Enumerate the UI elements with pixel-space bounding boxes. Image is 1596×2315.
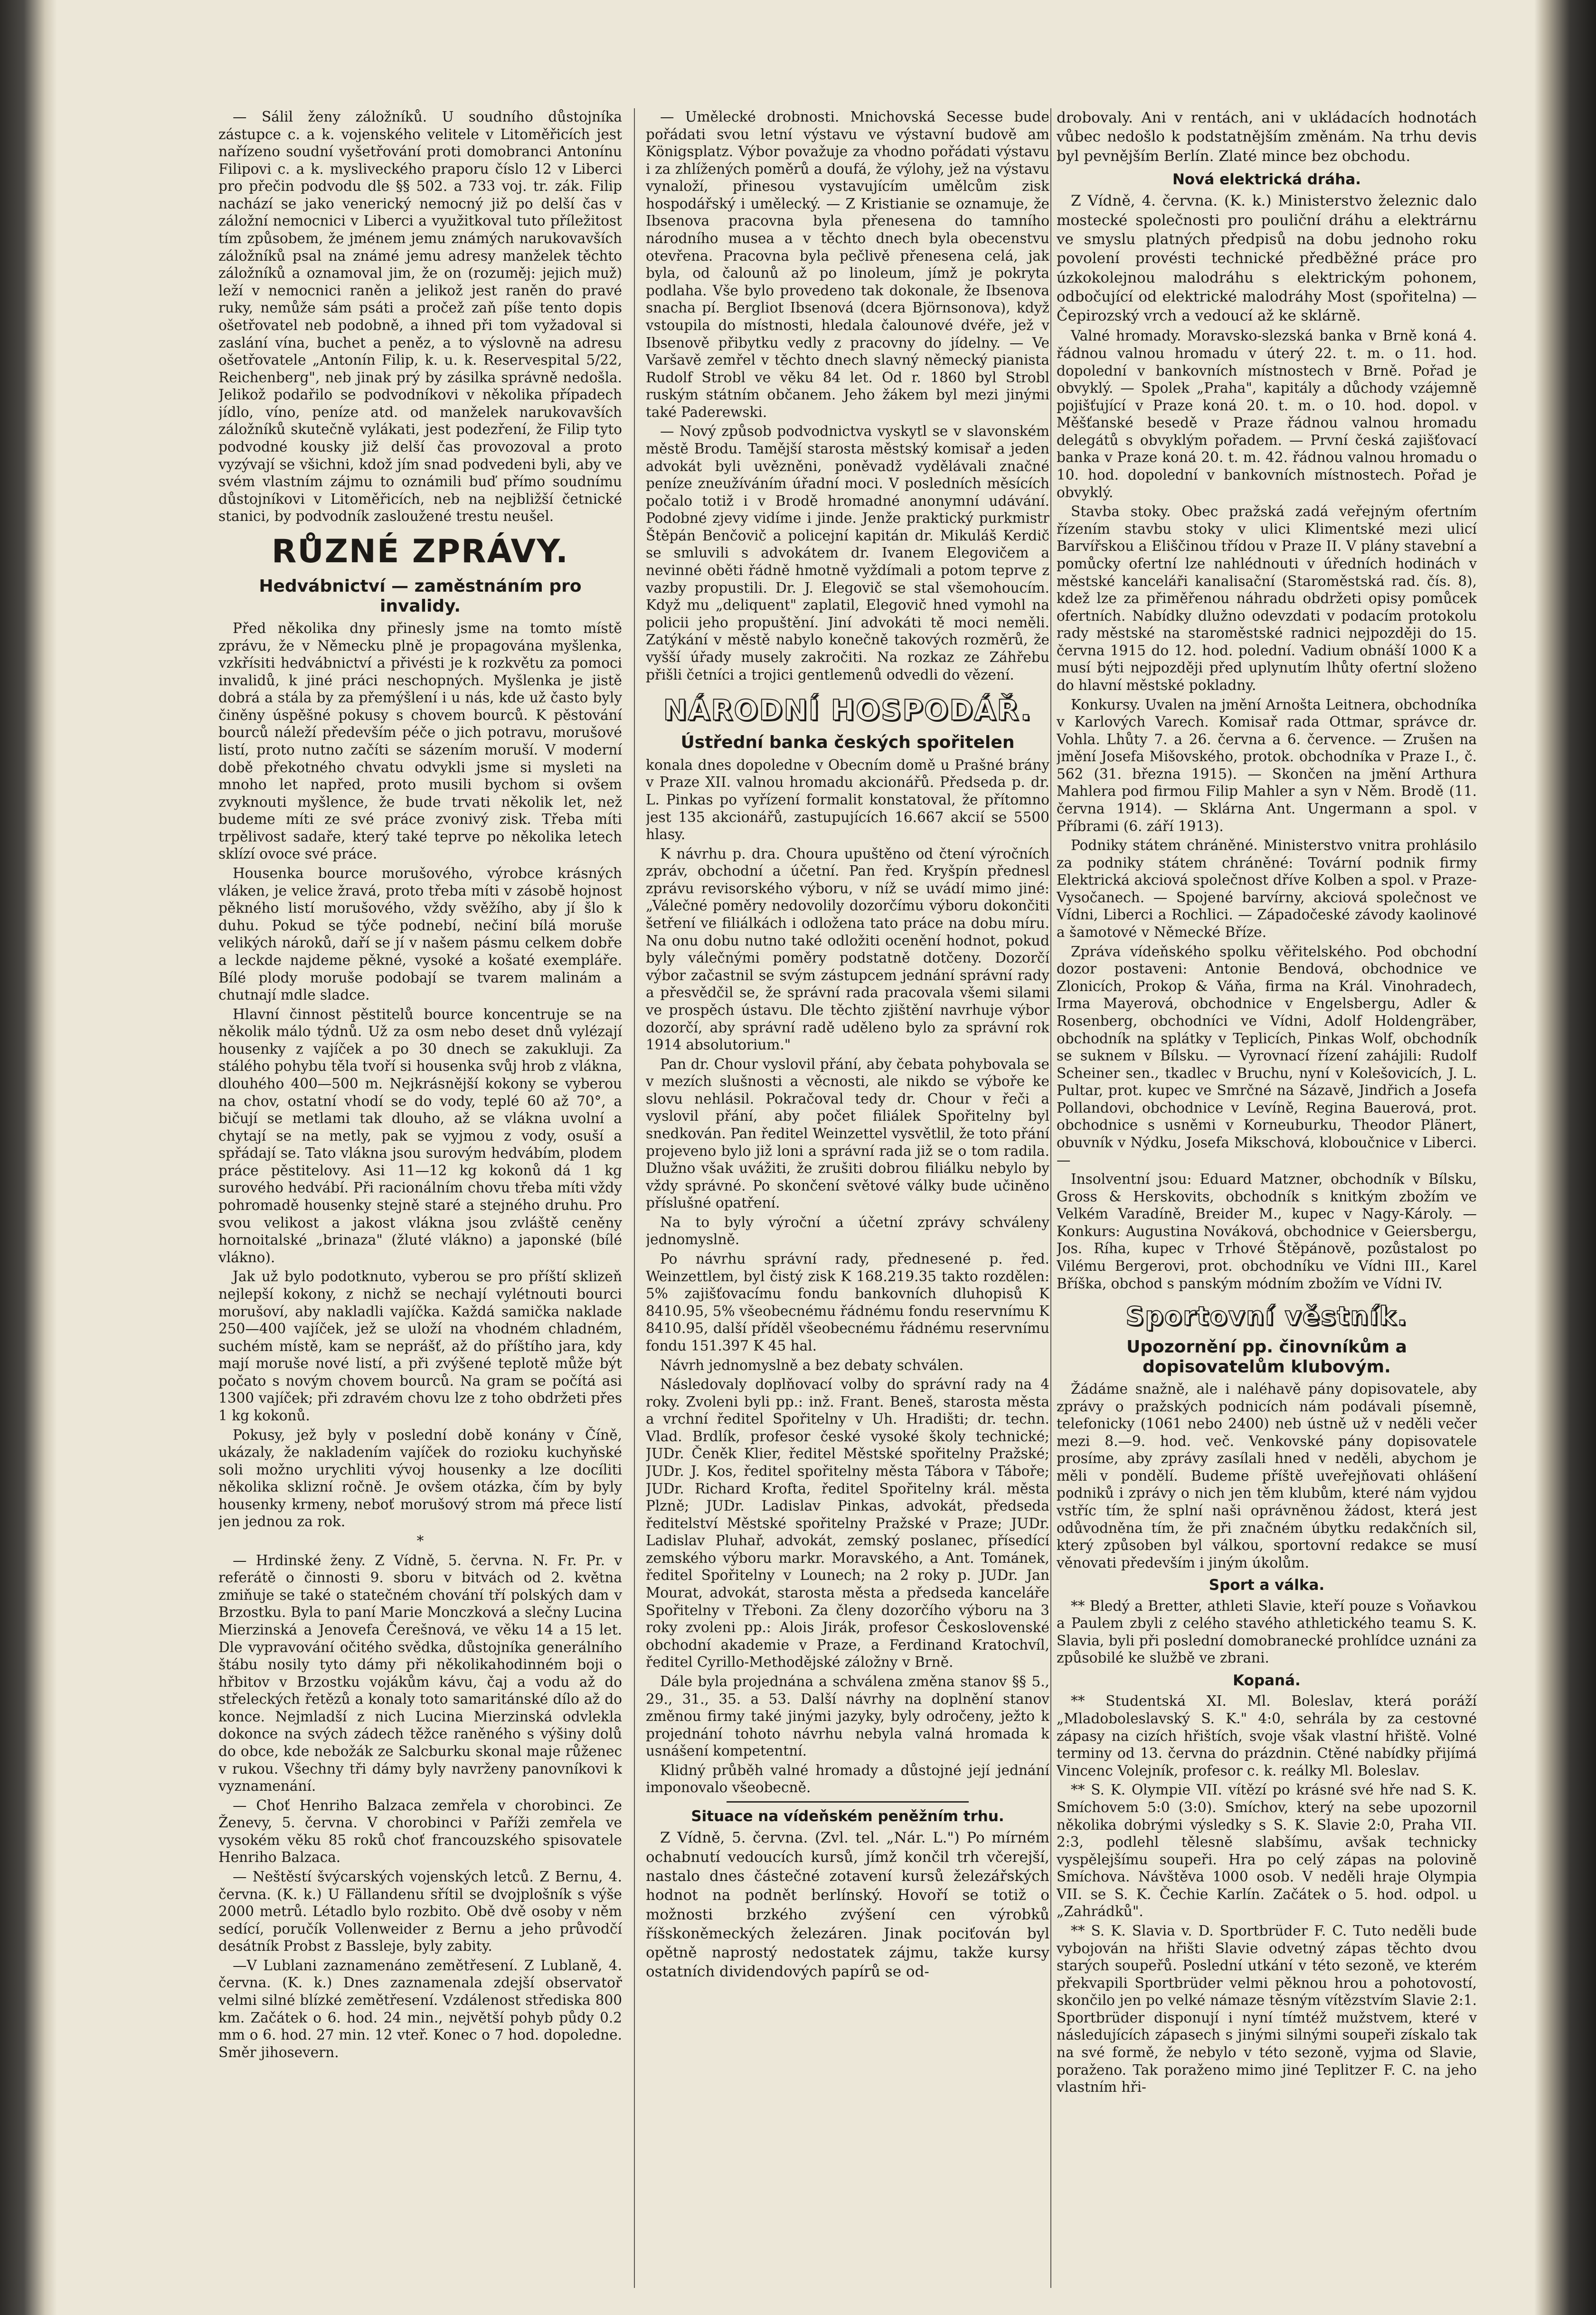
article-headline: Kopaná. [1233,1672,1301,1690]
column-2 [646,108,1049,2288]
article-headline: Sport a válka. [1209,1577,1325,1594]
article-paragraph: Z Vídně, 5. června. (Zvl. tel. „Nár. L.") Po mírném ochabnutí vedoucích kursů, jímž končil trh včerejší, nastalo dnes částečné zotavení kursů železářských hodnot na podnět berlínský. Hovoří se totiž o možnosti brzkého zvýšení cen výrobků říšskoněmeckých železáren. Jinak pociťován byl opětně naprostý nedostatek zájmu, takže kursy ostatních dividendových papírů se od- [646,1829,1049,1981]
article-paragraph: Návrh jednomyslně a bez debaty schválen. [660,1357,963,1373]
section-header [218,532,622,572]
divider [727,1801,969,1803]
star-separator: * [416,1533,424,1550]
article-paragraph: Na to byly výroční a účetní zprávy schváleny jednomyslně. [646,1214,1049,1248]
section-header [1057,1301,1477,1332]
article-headline: Hedvábnictví — zaměstnáním pro invalidy. [259,576,582,616]
news-item: — Neštěstí švýcarských vojenských letců. Z Bernu, 4. června. (K. k.) U Fällandenu sřítil se dvojplošník s výše 2000 metrů. Létadlo bylo rozbito. Obě dvě osoby v něm sedící, poručík Vollenweider z Bernu a jeho průvodčí desátník Probst z Bassleje, byly zabity. [218,1869,622,1955]
article-headline: Situace na vídeňském peněžním trhu. [691,1807,1004,1825]
column-rule [1050,108,1051,2288]
article-paragraph: ** Bledý a Bretter, athleti Slavie, kteří pouze s Voňavkou a Paulem zbyli z celého stavého athletického teamu S. K. Slavia, byli při poslední domobranecké prohlídce uznáni za způsobilé ke službě ve zbrani. [1057,1597,1477,1666]
article-paragraph: Z Vídně, 4. června. (K. k.) Ministerstvo železnic dalo mostecké společnosti pro pouliční dráhu a elektrárnu ve smyslu platných předpisů na dobu jednoho roku povolení provésti technické předběžné práce pro úzkokolejnou malodráhu s elektrickým pohonem, odbočující od elektrické malodráhy Most (spořitelna) — Čepirozský vrch a vedoucí až ke sklárně. [1057,192,1477,325]
article-paragraph: Konkursy. Uvalen na jmění Arnošta Leitnera, obchodníka v Karlových Varech. Komisař rada Ottmar, správce dr. Vohla. Lhůty 7. a 26. června a 6. července. — Zrušen na jmění Josefa Mišovského, protok. obchodníka v Praze I., č. 562 (31. března 1915). — Skončen na jmění Arthura Mahlera pod firmou Filip Mahler a syn v Něm. Brodě (11. června 1914). — Sklárna Ant. Ungermann a spol. v Příbrami (6. září 1913). [1057,696,1477,834]
article-paragraph: Stavba stoky. Obec pražská zadá veřejným ofertním řízením stavbu stoky v ulici Klimentské mezi ulicí Barvířskou a Eliščinou třídou v Praze II. V plány stavební a pomůcky ofertní lze nahlédnouti v úředních hodinách v městské kanceláři kanalisační (Staroměstská rad. čís. 8), kdež lze za přiměřenou náhradu obdržeti opisy pomůcek ofertních. Nabídky dlužno odevzdati v podacím protokolu rady městské na staroměstské radnici nejpozději do 15. června 1915 do 12. hod. polední. Vadium obnáší 1000 K a musí býti nejpozději před uplynutím lhůty ofertní složeno do hlavní městské pokladny. [1057,503,1477,693]
page-edge-right [1534,0,1596,2315]
article-paragraph: Valné hromady. Moravsko-slezská banka v Brně koná 4. řádnou valnou hromadu v úterý 22. t. m. o 11. hod. dopolední v bankovních místnostech v Brně. Pořad je obvyklý. — Spolek „Praha", kapitály a důchody vzájemně pojišťující v Praze koná 20. t. m. o 10. hod. dopol. v Měšťanské besedě v Praze řádnou valnou hromadu delegátů s obvyklým pořadem. — První česká zajišťovací banka v Praze koná 20. t. m. 42. řádnou valnou hromadu o 10. hod. dopolední v bankovních místnostech. Pořad je obvyklý. [1057,328,1477,501]
page-edge-left [0,0,57,2315]
article-filip-fraud: — Sálil ženy záložníků. U soudního důstojníka zástupce c. a k. vojenského velitele v Litoměřicích jest nařízeno soudní vyšetřování proti domobranci Antonínu Filipovi c. a k. mysliveckého praporu číslo 12 v Liberci pro přečin podvodu dle §§ 502. a 733 voj. tr. zák. Filip nachází se jako venerický nemocný již po delší čas v záložní nemocnici v Liberci a využitkoval tuto příležitost tím způsobem, že jménem jemu známých narukovavších záložníků psal na známé jemu adresy manželek těchto záložníků a oznamoval jim, že on (rozuměj: jejich muž) leží v nemocnici raněn a jelikož jest raněn do pravé ruky, nemůže sám psáti a pročež zaň píše tento dopis ošetřovatel neb podobně, a ihned při tom vyžadoval si zaslání vína, buchet a peněz, a to výslovně na adresu ošetřovatele „Antonín Filip, k. u. k. Reservespital 5/22, Reichenberg", neb jinak prý by zásilka správně nedošla. Jelikož podařilo se podvodníkovi v několika případech jídlo, víno, peníze atd. od manželek narukovavších záložníků skutečně vylákati, jest podezření, že Filip tyto podvodné kousky již delší čas provozoval a proto vyzývají se všichni, kdož jím snad podvedeni byli, aby ve svém vlastním zájmu to oznámili buď přímo soudnímu důstojníkovi v Litoměřicích, neb na nejbližší četnické stanici, by podvodník zasloužené trestu neušel. [218,109,622,525]
article-paragraph: Podniky státem chráněné. Ministerstvo vnitra prohlásilo za podniky státem chráněné: Tovární podnik firmy Elektrická akciová společnost dříve Kolben a spol. v Praze-Vysočanech. — Spojené barvírny, akciová společnost ve Vídni, Liberci a Rochlici. — Západočeské závody kaolinové a šamotové v Německé Bříze. [1057,837,1477,941]
article-paragraph: Klidný průběh valné hromady a důstojné její jednání imponovalo všeobecně. [646,1762,1049,1796]
article-paragraph: ** S. K. Olympie VII. vítězí po krásné své hře nad S. K. Smíchovem 5:0 (3:0). Smíchov, který na sebe upozornil několika dobrými výsledky s S. K. Slavie 2:0, Praha VII. 2:3, podlehl tělesně slabšímu, avšak technicky vyspělejšímu soupeři. Hra po celý zápas na polovině Smíchova. Návštěva 1000 osob. V neděli hraje Olympia VII. se S. K. Čechie Karlín. Začátek o 5. hod. odpol. u „Zahrádků". [1057,1782,1477,1920]
article-paragraph: K návrhu p. dra. Choura upuštěno od čtení výročních zpráv, obchodní a účetní. Pan řed. Kryšpín přednesl zprávu revisorského výboru, v níž se uvádí mimo jiné: „Válečné poměry nedovolily dozorčímu výboru dokončiti šetření ve filiálkách i odložena tato práce na dobu míru. Na onu dobu nutno také odložiti ocenění hodnot, pokud byly válečnými poměry podstatně dotčeny. Dozorčí výbor začastnil se svým zástupcem jednání správní rady a přesvědčil se, že správní rada pracovala všemi silami ve prospěch ústavu. Dle těchto zjištění navrhuje výbor dozorčí, aby správní radě uděleno bylo za správní rok 1914 absolutorium." [646,845,1049,1053]
article-headline: Ústřední banka českých spořitelen [680,733,1015,753]
article-paragraph: ** Studentská XI. Ml. Boleslav, která poráží „Mladoboleslavský S. K." 4:0, sehrála by za cestovné zápasy na cizích hřištích, svoje však vlastní hřiště. Volné terminy od 13. června do prázdnin. Ctěné nabídky přijímá Vincenc Volejník, profesor c. k. reálky Ml. Boleslav. [1057,1693,1477,1779]
article-paragraph: Insolventní jsou: Eduard Matzner, obchodník v Bílsku, Gross & Herskovits, obchodník s knitkým zbožím ve Velkém Varadíně, Breider M., kupec v Nagy-Károly. — Konkurs: Augustina Nováková, obchodnice v Geiersbergu, Jos. Ríha, kupec v Trhové Štěpánově, pozůstalost po Vilému Bergerovi, prot. obchodníku ve Vídni III., Karel Bříška, obchod s panským módním zbožím ve Vídni IV. [1057,1171,1477,1292]
news-item: — Choť Henriho Balzaca zemřela v chorobinci. Ze Ženevy, 5. června. V chorobinci v Paříži zemřela ve vysokém věku 85 roků choť francouzského spisovatele Henriho Balzaca. [218,1797,622,1866]
section-title-sportovni-vestnik: Sportovní věstník. [1125,1301,1408,1332]
column-1 [218,108,622,2288]
article-paragraph: Žádáme snažně, ale i naléhavě pány dopisovatele, aby zprávy o pražských podnicích nám podávali písemně, telefonicky (1061 nebo 2400) neb ústně už v neděli večer mezi 8.—9. hod. več. Venkovské pány dopisovatele prosíme, aby zprávy zasílali hned v neděli, abychom je měli v pondělí. Budeme příště uveřejňovati ohlášení podniků i zprávy o nich jen těm klubům, které nám vyjdou vstříc tím, že splní naši oprávněnou žádost, která jest odůvodněna tím, že při značném úbytku redakčních sil, který způsoben byl válkou, sportovní redakce se musí věnovati především i jiným úkolům. [1057,1380,1477,1571]
article-paragraph: Před několika dny přinesly jsme na tomto místě zprávu, že v Německu plně je propagována myšlenka, vzkřísiti hedvábnictví a přivésti je k rozkvětu za pomoci invalidů, k jiné práci neschopných. Myšlenka je jistě dobrá a stála by za přemýšlení i u nás, kde už často byly činěny úspěšné pokusy s chovem bourců. K pěstování bourců náleží především péče o jich potravu, morušové listí, proto nutno začíti se sázením moruší. V moderní době překotného chvatu odvykli jsme si mysleti na mnoho let napřed, proto musili bychom si ovšem zvyknouti myšlence, že bude trvati několik let, než budeme míti ze své práce zvonivý zisk. Třeba míti trpělivost sadaře, který také teprve po několika letech sklízí ovoce své práce. [218,620,622,862]
article-paragraph: Po návrhu správní rady, přednesené p. řed. Weinzettlem, byl čistý zisk K 168.219.35 takto rozdělen: 5% zajišťovacímu fondu bankovních dluhopisů K 8410.95, 5% všeobecnému řádnému fondu reservnímu K 8410.95, další příděl všeobecnému řádnému reservnímu fondu 151.397 K 45 hal. [646,1251,1049,1354]
news-item: —V Lublani zaznamenáno zemětřesení. Z Lublaně, 4. června. (K. k.) Dnes zaznamenala zdejší observatoř velmi silné blízké zemětřesení. Vzdálenost střediska 800 km. Začátek o 6. hod. 24 min., největší pohyb půdy 0.2 mm o 6. hod. 27 min. 12 vteř. Konec o 7 hod. dopoledne. Směr jihosevern. [218,1957,622,2060]
article-headline: Upozornění pp. činovníkům a dopisovatelům klubovým. [1126,1337,1407,1377]
column-rule [634,108,635,2288]
section-header [646,693,1049,728]
article-paragraph: ** S. K. Slavia v. D. Sportbrüder F. C. Tuto neděli bude vybojován na hřišti Slavie odvetný zápas těchto dvou starých soupeřů. Poslední utkání v této sezoně, ve kterém překvapili Sportbrüder velmi pěknou hrou a pohotovostí, skončilo jen po velké námaze těsným vítězstvím Slavie 2:1. Sportbrüder disponují i nyní tímtéž mužstvem, které v následujících zápasech s jinými silnými soupeři získalo tak na své formě, že nebylo v této sezoně, vyjma od Slavie, poraženo. Tak poraženo mimo jiné Teplitzer F. C. na jeho vlastním hři- [1057,1923,1477,2096]
article-paragraph: Pan dr. Chour vyslovil přání, aby čebata pohybovala se v mezích slušnosti a věcnosti, ale nikdo se výboře ke slovu nehlásil. Pokračoval tedy dr. Chour v řeči a vyslovil přání, aby počet filiálek Spořitelny byl snedkován. Pan ředitel Weinzettel vysvětlil, že toto přání projeveno bylo již loni a správní rada již se o tom radila. Dlužno však uvážiti, že zrušiti dobrou filiálku nebylo by vždy správné. Po skončení světové války bude učiněno příslušné opatření. [646,1056,1049,1211]
article-paragraph: drobovaly. Ani v rentách, ani v ukládacích hodnotách vůbec nedošlo k podstatnějším změnám. Na trhu devis byl pevnějším Berlín. Zlaté mince bez obchodu. [1057,109,1477,165]
news-item: — Hrdinské ženy. Z Vídně, 5. června. N. Fr. Pr. v referátě o činnosti 9. sboru v bitvách od 2. května zmiňuje se také o statečném chování tří polských dam v Brzostku. Byla to paní Marie Monczková a slečny Lucina Mierzinská a Jenovefa Čerešnová, ve věku 14 a 15 let. Dle vypravování očitého svědka, důstojníka generálního štábu nosily tyto dámy při několikahodinném boji o hřbitov v Brzostku vojákům kávu, čaj a vodu až do střeleckých řetězů a konaly toto samaritánské dílo až do konce. Nejmladší z nich Lucina Mierzinská odvlekla dokonce na svých zádech těžce raněného s výšiny dolů do obce, kde nebožák ze Salcburku skonal maje růženec v rukou. Všechny tři dámy byly navrženy panovníkovi k vyznamenání. [218,1552,622,1795]
section-title-narodni-hospodar: NÁRODNÍ HOSPODÁŘ. [663,694,1032,728]
news-item: — Umělecké drobnosti. Mnichovská Secesse bude pořádati svou letní výstavu ve výstavní budově am Königsplatz. Výbor považuje za vhodno pořádati výstavu i za zhlížených poměrů a doufá, že výlohy, jež na výstavu vynaloží, přinesou vystavujícím umělcům zisk hospodářský i umělecký. — Z Kristianie se oznamuje, že Ibsenova pracovna byla přenesena do tamního národního musea a v těchto dnech byla obecenstvu otevřena. Pracovna byla pečlivě přenesena celá, jak byla, od čalounů až po linoleum, jímž je pokryta podlaha. Vše bylo provedeno tak dokonale, že Ibsenova snacha pí. Bergliot Ibsenová (dcera Björnsonova), když vstoupila do místnosti, hledala čalounové dvéře, jež v Ibsenově přibytku vedly z pracovny do jídelny. — Ve Varšavě zemřel v těchto dnech slavný německý pianista Rudolf Strobl ve věku 84 let. Od r. 1860 byl Strobl ruským státním občanem. Jeho žákem byl mezi jinými také Paderewski. [646,109,1049,420]
article-headline: Nová elektrická dráha. [1172,170,1361,188]
article-paragraph: Housenka bource morušového, výrobce krásných vláken, je velice žravá, proto třeba míti v zásobě hojnost pěkného listí morušového, vždy svěžího, aby jí šlo k duhu. Pokud se týče podnebí, nečiní bílá moruše velikých nároků, daří se jí v našem pásmu celkem dobře a leckde najdeme pěkné, vysoké a košaté exempláře. Bílé plody moruše podobají se tvarem malinám a chutnají mdle sladce. [218,865,622,1003]
column-3 [1057,108,1477,2288]
section-title-ruzne-zpravy: RŮZNÉ ZPRÁVY. [272,532,569,570]
news-item: — Nový způsob podvodnictva vyskytl se v slavonském městě Brodu. Tamější starosta městský komisař a jeden advokát byli uvězněni, poněvadž vydělávali značné peníze zneužíváním úřadní moci. V posledních měsících počalo totiž i v Brodě hromadné anonymní udávání. Podobné zjevy vidíme i jinde. Jenže praktický purkmistr Štěpán Benčovič a policejní kapitán dr. Mikuláš Kerdič se smluvili s advokátem dr. Ivanem Elegovičem a nevinné oběti řádně hmotně vyždímali a potom teprve z vazby propustili. Dr. J. Elegovič se stal všemohoucím. Když mu „deliquent" zaplatil, Elegovič hned vymohl na policii jeho propuštění. Jiní advokáti tě moci neměli. Zatýkání v městě nabylo konečně takových rozměrů, že vyšší úřady musely zakročiti. Na rozkaz ze Záhřebu přišli četníci a trojici gentlemenů odvedli do vězení. [646,423,1049,683]
article-paragraph: Hlavní činnost pěstitelů bource koncentruje se na několik málo týdnů. Už za osm nebo deset dnů vylézají housenky z vajíček a po 30 dnech se zakukluji. Za stálého pohybu těla tvoří si housenka svůj hrob z vlákna, dlouhého 400—500 m. Nejkrásnější kokony se vyberou na chov, ostatní vhodí se do vody, teplé 60 až 70°, a bičují se metlami tak dlouho, až se vlákna uvolní a chytají se na metly, pak se vyjmou z vody, osuší a spřádají se. Tato vlákna jsou surovým hedvábím, plodem práce pěstitelovy. Asi 11—12 kg kokonů dá 1 kg surového hedvábí. Při racionálním chovu třeba míti vždy pohromadě housenky stejně staré a stejného druhu. Pro svou velikost a jakost vlákna jsou zvláště ceněny hornoitalské „brinaza" (žluté vlákno) a japonské (bílé vlákno). [218,1006,622,1266]
article-paragraph: Následovaly doplňovací volby do správní rady na 4 roky. Zvoleni byli pp.: inž. Frant. Beneš, starosta města a vrchní ředitel Spořitelny v Uh. Hradišti; dr. techn. Vlad. Brdlík, profesor české vysoké školy technické; JUDr. Čeněk Klier, ředitel Městské spořitelny Pražské; JUDr. J. Kos, ředitel spořitelny města Tábora v Táboře; JUDr. Richard Krofta, ředitel Spořitelny král. města Plzně; JUDr. Ladislav Pinkas, advokát, předseda ředitelství Městské spořitelny Pražské v Praze; JUDr. Ladislav Pluhař, advokát, zemský poslanec, přísedící zemského výboru markr. Moravského, a Ant. Tománek, ředitel Spořitelny v Lounech; na 2 roky p. JUDr. Jan Mourat, advokát, starosta města a předseda kanceláře Spořitelny v Třeboni. Za členy dozorčího výboru na 3 roky zvoleni pp.: Alois Jirák, profesor Československé obchodní akademie v Praze, a Ferdinand Kratochvíl, ředitel Cyrillo-Methodějské záložny v Brně. [646,1376,1049,1671]
article-paragraph: konala dnes dopoledne v Obecním domě u Prašné brány v Praze XII. valnou hromadu akcionářů. Předseda p. dr. L. Pinkas po vyřízení formalit konstatoval, že přítomno jest 135 akcionářů, zastupujících 16.667 akcií se 5500 hlasy. [646,756,1049,843]
article-paragraph: Dále byla projednána a schválena změna stanov §§ 5., 29., 31., 35. a 53. Další návrhy na doplnění stanov změnou firmy také jinými jazyky, byly odročeny, ježto k projednání tohoto návrhu nebyla valná hromada k usnášení kompetentní. [646,1673,1049,1759]
article-paragraph: Pokusy, jež byly v poslední době konány v Číně, ukázaly, že nakladením vajíček do rozioku kuchyňské soli možno urychliti vývoj housenky a lze docíliti několika sklizní ročně. Je ovšem otázka, čím by byly housenky krmeny, neboť morušový strom má přece listí jen jednou za rok. [218,1427,622,1530]
article-paragraph: Jak už bylo podotknuto, vyberou se pro příští sklizeň nejlepší kokony, z nichž se nechají vylétnouti bourci morušoví, aby nakladli vajíčka. Každá samička naklade 250—400 vajíček, jež se uloží na vhodném chladném, suchém místě, kam se neprášť, až do příštího jara, kdy mají moruše nové listí, a při zvýšené teplotě může být počato s novým chovem bourců. Na gram se počítá asi 1300 vajíček; při zdravém chovu lze z toho obdržeti přes 1 kg kokonů. [218,1268,622,1424]
article-paragraph: Zpráva vídeňského spolku věřitelského. Pod obchodní dozor postaveni: Antonie Bendová, obchodnice ve Zlonicích, Prokop & Váňa, firma na Král. Vinohradech, Irma Mayerová, obchodnice v Engelsbergu, Adler & Rosenberg, obchodníci ve Vídni, Adolf Holdengräber, obchodník na splátky v Teplicích, Pinkas Wolf, obchodník se suknem v Bílsku. — Vyrovnací řízení zahájili: Rudolf Scheiner sen., tkadlec v Bruchu, nyní v Kolešovicích, J. L. Pultar, prot. kupec ve Smrčné na Sázavě, Jindřich a Josefa Pollandovi, obchodnice v Levíně, Regina Bauerová, prot. obchodnice s usněmi v Korneuburku, Theodor Plänert, obuvník v Nýdku, Josefa Mikschová, kloboučnice v Liberci. — [1057,943,1477,1168]
